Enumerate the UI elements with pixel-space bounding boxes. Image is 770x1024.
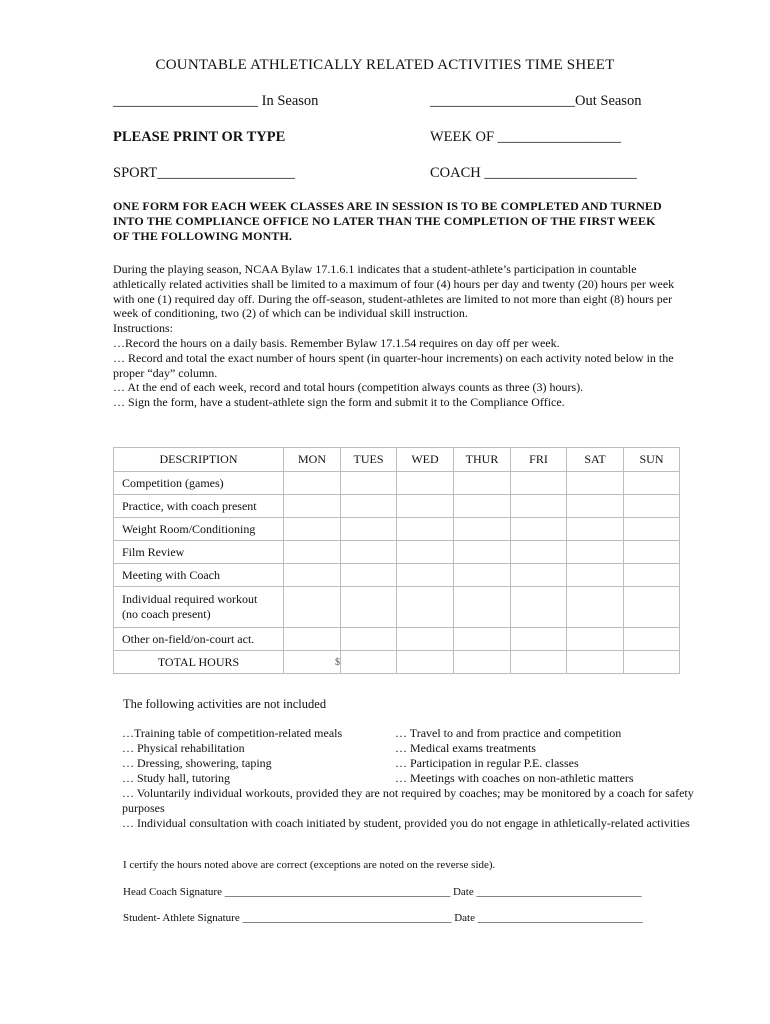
column-header-thur: THUR (454, 448, 511, 472)
hours-cell[interactable] (624, 472, 680, 495)
hours-cell[interactable] (341, 495, 397, 518)
instructions-label: Instructions: (113, 321, 173, 336)
hours-cell[interactable] (454, 472, 511, 495)
hours-cell[interactable] (624, 518, 680, 541)
hours-cell[interactable] (624, 564, 680, 587)
hours-cell[interactable] (624, 541, 680, 564)
submission-notice: ONE FORM FOR EACH WEEK CLASSES ARE IN SESSION IS TO BE COMPLETED AND TURNED INTO THE COMPLIANCE OFFICE NO LATER THAN THE COMPLETION OF THE FIRST WEEK OF THE FOLLOWING MONTH. (113, 199, 662, 243)
list-item: … Participation in regular P.E. classes (395, 756, 579, 770)
ncaa-bylaw-paragraph: During the playing season, NCAA Bylaw 17.1.6.1 indicates that a student-athlete’s participation in countable athletically related activities shall be limited to a maximum of four (4) hours per day and twenty (20) hours per week with one (1) required day off. During the off-season, student-athletes are limited to not more than eight (8) hours per week of conditioning, two (2) of which can be individual skill instruction. (113, 262, 675, 321)
total-cell[interactable] (624, 651, 680, 674)
print-or-type-label: PLEASE PRINT OR TYPE (113, 129, 286, 145)
hours-cell[interactable] (454, 587, 511, 628)
hours-cell[interactable] (397, 564, 454, 587)
hours-cell[interactable] (567, 587, 624, 628)
certification-statement: I certify the hours noted above are correct (exceptions are noted on the reverse side). (123, 859, 496, 871)
list-item: … Individual consultation with coach initiated by student, provided you do not engage in athletically-related activities (122, 816, 690, 830)
hours-cell[interactable] (341, 518, 397, 541)
table-row (114, 518, 680, 541)
table-row (114, 495, 680, 518)
instruction-item: … At the end of each week, record and total hours (competition always counts as three (3) hours). (113, 380, 584, 395)
hours-cell[interactable] (284, 518, 341, 541)
total-cell[interactable] (397, 651, 454, 674)
form-title: COUNTABLE ATHLETICALLY RELATED ACTIVITIES TIME SHEET (155, 57, 615, 73)
column-header-description: DESCRIPTION (114, 448, 284, 472)
in-season-field: ____________________ In Season (113, 93, 319, 109)
hours-cell[interactable] (511, 541, 567, 564)
sport-field: SPORT___________________ (113, 165, 296, 181)
hours-cell[interactable] (397, 518, 454, 541)
column-header-tues: TUES (341, 448, 397, 472)
column-header-fri: FRI (511, 448, 567, 472)
hours-cell[interactable] (624, 587, 680, 628)
hours-cell[interactable] (397, 495, 454, 518)
hours-cell[interactable] (567, 495, 624, 518)
column-header-sat: SAT (567, 448, 624, 472)
activity-label: Film Review (114, 541, 284, 564)
table-row (114, 587, 680, 628)
hours-cell[interactable] (397, 628, 454, 651)
hours-cell[interactable] (511, 472, 567, 495)
activity-label: Meeting with Coach (114, 564, 284, 587)
instruction-item: … Record and total the exact number of hours spent (in quarter-hour increments) on each activity noted below in the proper “day” column. (113, 350, 674, 380)
table-row (114, 472, 680, 495)
hours-cell[interactable] (284, 628, 341, 651)
column-header-sun: SUN (624, 448, 680, 472)
total-cell[interactable] (567, 651, 624, 674)
not-included-left-list (122, 726, 342, 786)
not-included-heading: The following activities are not included (123, 697, 327, 711)
list-item: …Training table of competition-related meals (122, 726, 343, 740)
total-cell[interactable] (454, 651, 511, 674)
hours-cell[interactable] (284, 541, 341, 564)
list-item: … Meetings with coaches on non-athletic matters (395, 771, 634, 785)
total-hours-label: TOTAL HOURS (114, 651, 284, 674)
activity-label: Competition (games) (114, 472, 284, 495)
hours-cell[interactable] (567, 541, 624, 564)
week-of-field: WEEK OF _________________ (430, 129, 621, 145)
activity-label: Weight Room/Conditioning (114, 518, 284, 541)
student-athlete-signature-line[interactable]: Student- Athlete Signature ______________________________________ Date ______________________________ (123, 912, 643, 924)
hours-cell[interactable] (341, 472, 397, 495)
hours-cell[interactable] (454, 495, 511, 518)
head-coach-signature-line[interactable]: Head Coach Signature _________________________________________ Date ______________________________ (123, 886, 642, 898)
hours-cell[interactable] (567, 518, 624, 541)
hours-cell[interactable] (341, 564, 397, 587)
list-item: … Voluntarily individual workouts, provided they are not required by coaches; may be monitored by a coach for safety purposes (122, 786, 694, 815)
hours-cell[interactable] (511, 495, 567, 518)
hours-cell[interactable] (284, 564, 341, 587)
out-season-field: ____________________Out Season (430, 93, 642, 109)
list-item: … Dressing, showering, taping (122, 756, 272, 770)
hours-cell[interactable] (341, 587, 397, 628)
hours-cell[interactable] (624, 495, 680, 518)
column-header-mon: MON (284, 448, 341, 472)
table-header-row (114, 448, 680, 472)
table-row (114, 564, 680, 587)
instruction-item: … Sign the form, have a student-athlete sign the form and submit it to the Compliance Office. (113, 395, 565, 410)
hours-cell[interactable] (341, 628, 397, 651)
activity-time-table (113, 447, 680, 674)
hours-cell[interactable] (284, 472, 341, 495)
list-item: … Medical exams treatments (395, 741, 536, 755)
total-cell[interactable] (511, 651, 567, 674)
hours-cell[interactable] (567, 628, 624, 651)
hours-cell[interactable] (397, 587, 454, 628)
instruction-item: …Record the hours on a daily basis. Remember Bylaw 17.1.54 requires on day off per week. (113, 335, 560, 350)
list-item: … Study hall, tutoring (122, 771, 230, 785)
hours-cell[interactable] (454, 518, 511, 541)
hours-cell[interactable] (284, 587, 341, 628)
total-cell[interactable] (341, 651, 397, 674)
hours-cell[interactable] (624, 628, 680, 651)
activity-label: Practice, with coach present (114, 495, 284, 518)
table-row (114, 541, 680, 564)
hours-cell[interactable] (454, 628, 511, 651)
hours-cell[interactable] (567, 564, 624, 587)
hours-cell[interactable] (511, 587, 567, 628)
hours-cell[interactable] (511, 564, 567, 587)
total-cell-mon[interactable]: $ (284, 651, 341, 674)
instructions-block (113, 262, 683, 410)
activity-label: Other on-field/on-court act. (114, 628, 284, 651)
column-header-wed: WED (397, 448, 454, 472)
coach-field: COACH _____________________ (430, 165, 637, 181)
hours-cell[interactable] (511, 628, 567, 651)
list-item: … Physical rehabilitation (122, 741, 245, 755)
hours-cell[interactable] (397, 472, 454, 495)
not-included-right-list (395, 726, 634, 786)
hours-cell[interactable] (454, 564, 511, 587)
hours-cell[interactable] (341, 541, 397, 564)
hours-cell[interactable] (397, 541, 454, 564)
hours-cell[interactable] (454, 541, 511, 564)
total-hours-row (114, 651, 680, 674)
hours-cell[interactable] (567, 472, 624, 495)
not-included-full-list (122, 786, 697, 831)
hours-cell[interactable] (511, 518, 567, 541)
activity-label: Individual required workout (no coach present) (114, 587, 284, 628)
hours-cell[interactable] (284, 495, 341, 518)
list-item: … Travel to and from practice and competition (395, 726, 622, 740)
table-row (114, 628, 680, 651)
